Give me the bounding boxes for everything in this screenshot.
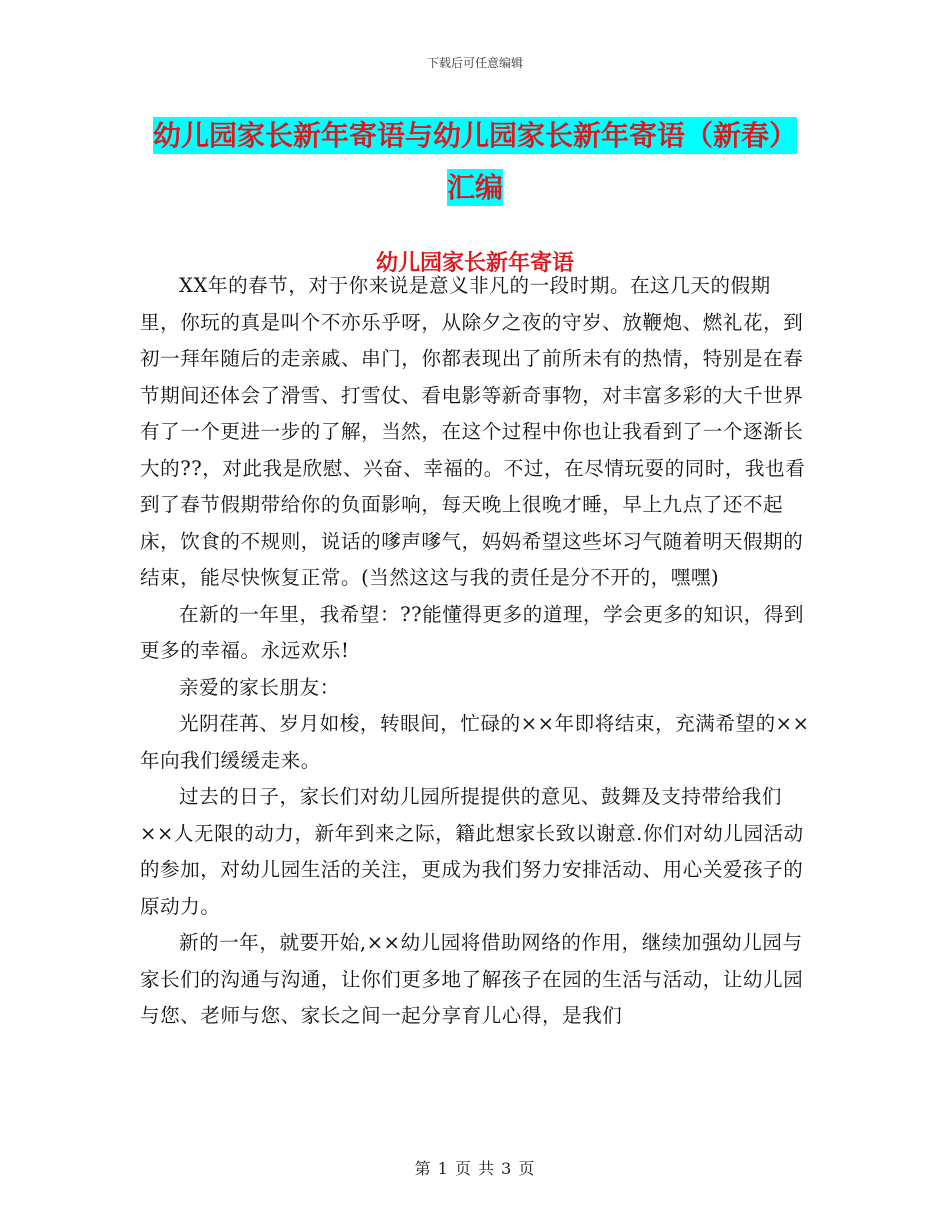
section-title: 幼儿园家长新年寄语 <box>375 251 574 276</box>
page-footer: 第 1 页 共 3 页 <box>414 1159 536 1178</box>
paragraph-3: 亲爱的家长朋友： <box>179 675 340 699</box>
paragraph-4: 光阴荏苒、岁月如梭，转眼间，忙碌的××年即将结束，充满希望的××年向我们缓缓走来。 <box>140 712 810 772</box>
paragraph-5: 过去的日子，家长们对幼儿园所提提供的意见、鼓舞及支持带给我们××人无限的动力，新年到来之际，籍此想家长致以谢意.你们对幼儿园活动的参加，对幼儿园生活的关注，更成为我们努力安排活动、用心关爱孩子的原动力。 <box>140 785 804 918</box>
paragraph-6: 新的一年，就要开始,××幼儿园将借助网络的作用，继续加强幼儿园与家长们的沟通与沟通，让你们更多地了解孩子在园的生活与活动，让幼儿园与您、老师与您、家长之间一起分享育儿心得，是我们 <box>140 931 804 1027</box>
paragraph-1: XX年的春节，对于你来说是意义非凡的一段时期。在这几天的假期里，你玩的真是叫个不亦乐乎呀，从除夕之夜的守岁、放鞭炮、燃礼花，到初一拜年随后的走亲戚、串门，你都表现出了前所未有的热情，特别是在春节期间还体会了滑雪、打雪仗、看电影等新奇事物，对丰富多彩的大千世界有了一个更进一步的了解，当然，在这个过程中你也让我看到了一个逐渐长大的??，对此我是欣慰、兴奋、幸福的。不过，在尽情玩耍的同时，我也看到了春节假期带给你的负面影响，每天晚上很晚才睡，早上九点了还不起床，饮食的不规则，说话的嗲声嗲气，妈妈希望这些坏习气随着明天假期的结束，能尽快恢复正常。(当然这这与我的责任是分不开的，嘿嘿) <box>140 274 806 589</box>
document-title <box>140 110 810 214</box>
title-highlight-1: 幼儿园家长新年寄语与幼儿园家长新年寄语（新春） <box>152 119 797 152</box>
page-header-note: 下载后可任意编辑 <box>426 56 523 70</box>
paragraph-2: 在新的一年里，我希望：??能懂得更多的道理，学会更多的知识，得到更多的幸福。永远欢乐! <box>140 602 805 662</box>
title-highlight-2: 汇编 <box>446 171 503 204</box>
document-body <box>140 268 810 1035</box>
document-title-line1 <box>140 110 810 162</box>
document-title-line2 <box>140 162 810 214</box>
